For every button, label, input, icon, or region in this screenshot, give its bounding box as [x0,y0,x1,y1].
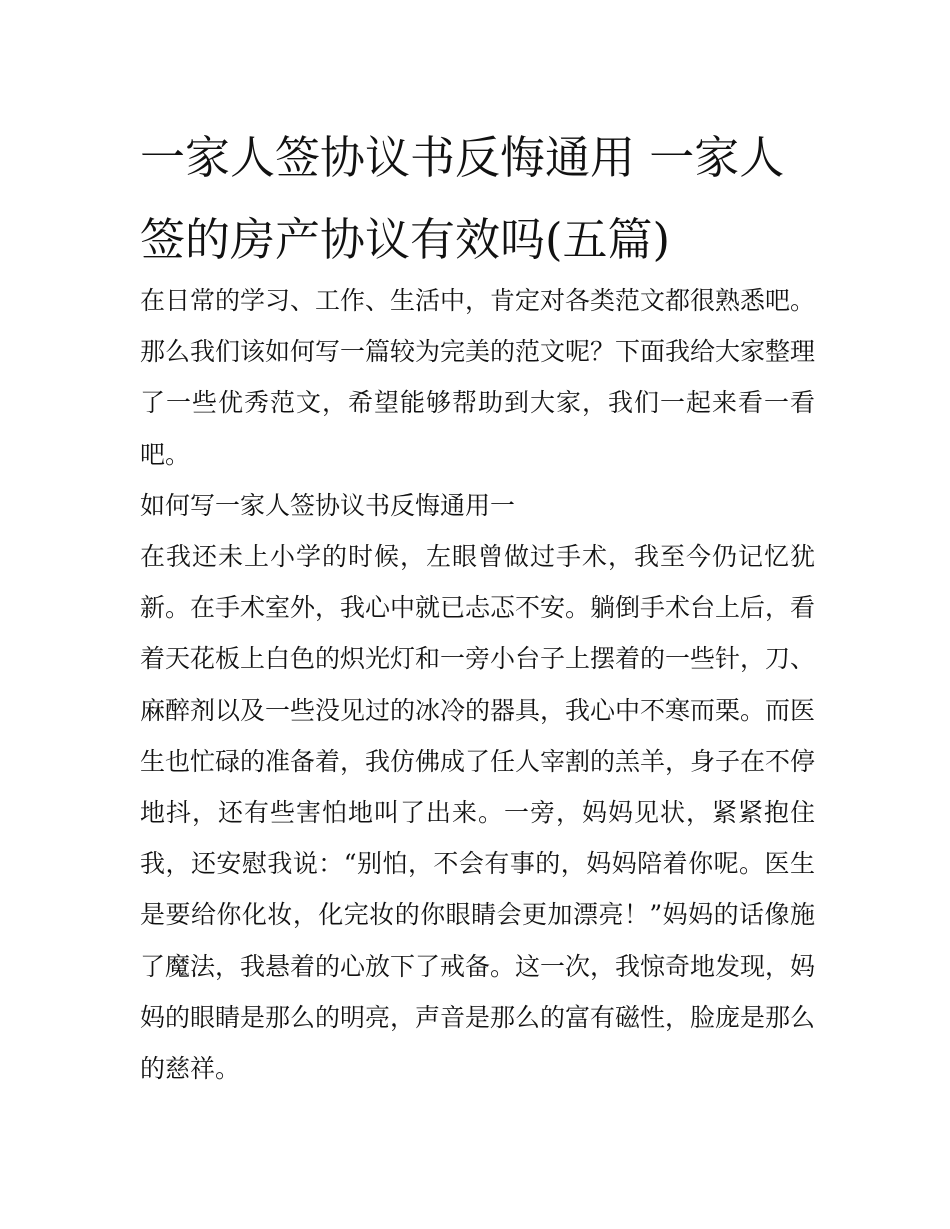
section-heading: 如何写一家人签协议书反悔通用一 [140,490,516,520]
section-paragraph: 在我还未上小学的时候，左眼曾做过手术，我至今仍记忆犹新。在手术室外，我心中就已忐忑不安。躺倒手术台上后，看着天花板上白色的炽光灯和一旁小台子上摆着的一些针，刀、麻醉剂以及一些没见过的冰冷的器具，我心中不寒而栗。而医生也忙碌的准备着，我仿佛成了任人宰割的羔羊，身子在不停地抖，还有些害怕地叫了出来。一旁，妈妈见状，紧紧抱住我，还安慰我说：“别怕，不会有事的，妈妈陪着你呢。医生是要给你化妆，化完妆的你眼睛会更加漂亮！”妈妈的话像施了魔法，我悬着的心放下了戒备。这一次，我惊奇地发现，妈妈的眼睛是那么的明亮，声音是那么的富有磁性，脸庞是那么的慈祥。 [140,542,816,1084]
document-body [140,275,815,1094]
intro-paragraph: 在日常的学习、工作、生活中，肯定对各类范文都很熟悉吧。那么我们该如何写一篇较为完美的范文呢？下面我给大家整理了一些优秀范文，希望能够帮助到大家，我们一起来看一看吧。 [140,286,816,469]
document-title: 一家人签协议书反悔通用 一家人签的房产协议有效吗(五篇) [140,131,785,266]
